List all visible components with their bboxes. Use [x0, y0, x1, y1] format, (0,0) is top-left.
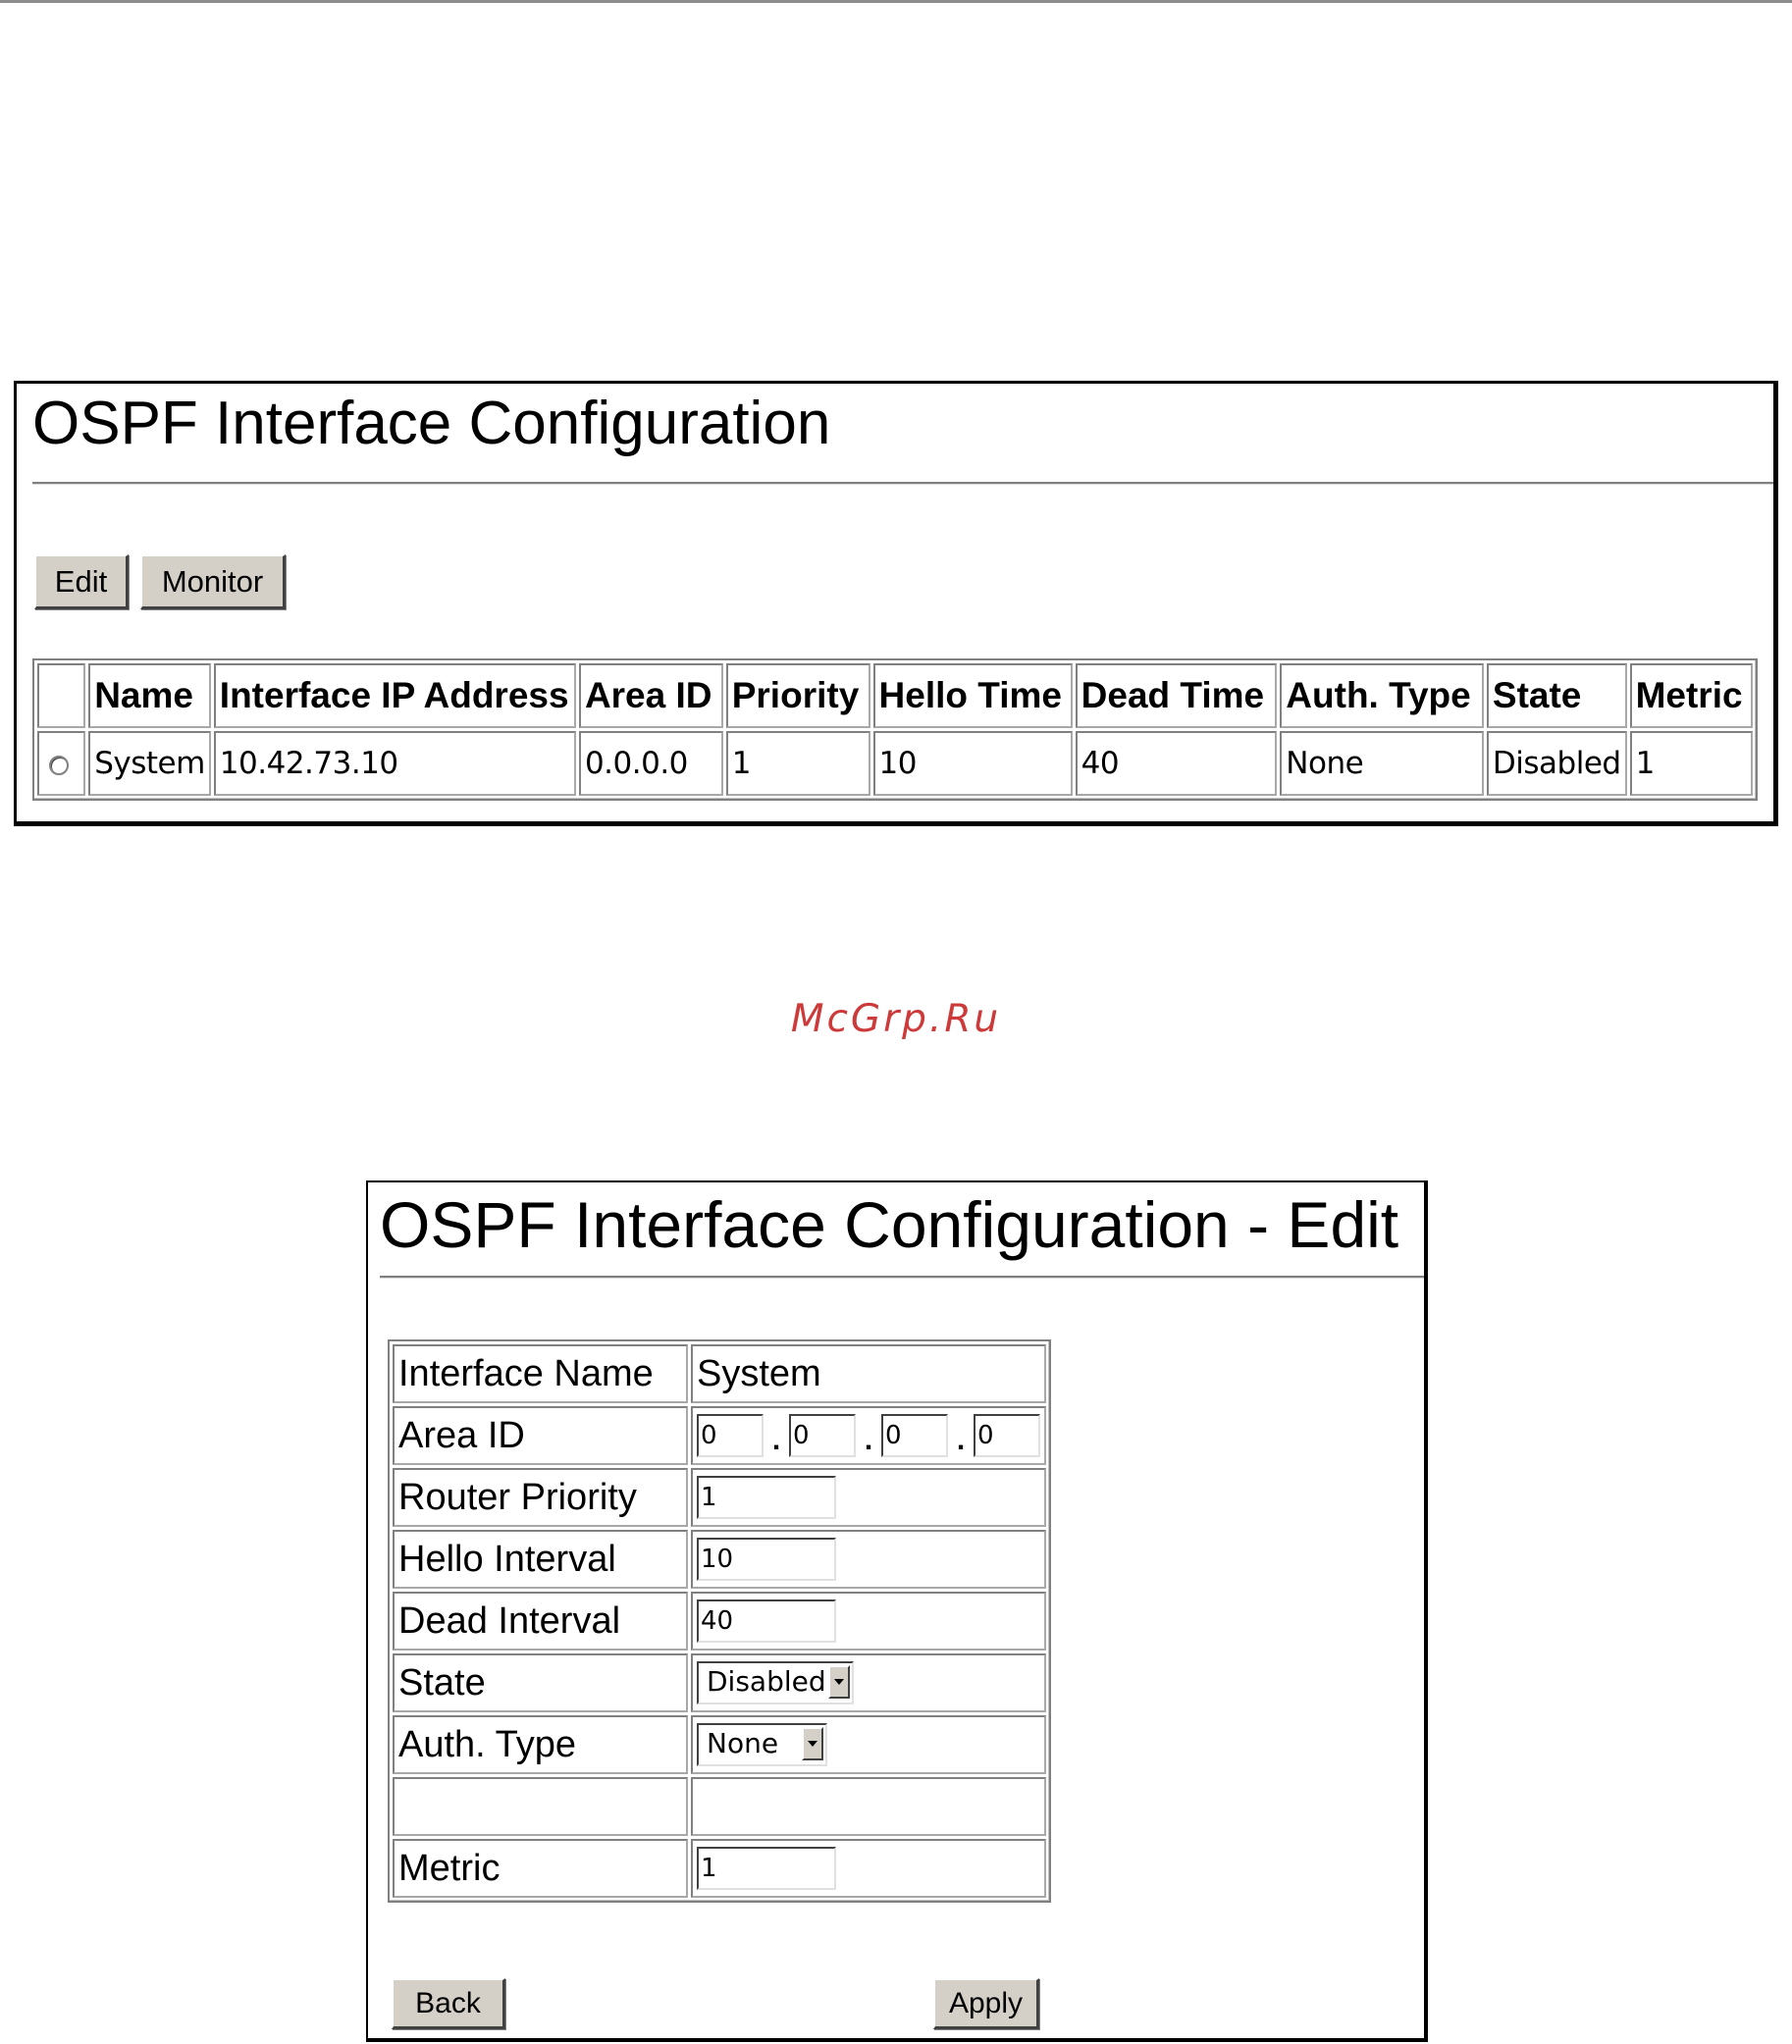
edit-button[interactable]: Edit: [34, 554, 129, 609]
cell-dead-time: 40: [1076, 731, 1278, 796]
cell-area-id: 0.0.0.0: [579, 731, 723, 796]
cell-auth-type: None: [1280, 731, 1484, 796]
value-dead-interval: [691, 1592, 1046, 1651]
back-button[interactable]: Back: [392, 1978, 505, 2029]
value-metric: [691, 1839, 1046, 1898]
row-select-cell[interactable]: [37, 731, 85, 796]
cell-priority: 1: [726, 731, 870, 796]
cell-ip: 10.42.73.10: [214, 731, 576, 796]
label-state: State: [393, 1653, 688, 1712]
title-divider: [32, 482, 1773, 485]
state-select-value: Disabled: [707, 1665, 826, 1699]
page-top-rule: [0, 0, 1792, 3]
form-row-interface-name: [393, 1344, 1046, 1403]
label-area-id: Area ID: [393, 1406, 688, 1465]
label-router-priority: Router Priority: [393, 1468, 688, 1527]
area-id-separator: .: [864, 1424, 873, 1457]
cell-name: System: [88, 731, 211, 796]
form-row-dead-interval: [393, 1592, 1046, 1651]
label-interface-name: Interface Name: [393, 1344, 688, 1403]
value-empty: [691, 1777, 1046, 1836]
column-header-hello-time: Hello Time: [873, 663, 1073, 728]
cell-hello-time: 10: [873, 731, 1073, 796]
column-header-area-id: Area ID: [579, 663, 723, 728]
area-id-separator: .: [956, 1424, 966, 1457]
router-priority-input[interactable]: [697, 1476, 836, 1519]
ospf-interface-edit-panel: [366, 1180, 1428, 2042]
chevron-down-icon[interactable]: [802, 1727, 823, 1760]
value-hello-interval: [691, 1530, 1046, 1589]
label-dead-interval: Dead Interval: [393, 1592, 688, 1651]
apply-button[interactable]: Apply: [933, 1978, 1039, 2029]
interface-table: [32, 658, 1758, 801]
value-area-id: [691, 1406, 1046, 1465]
column-header-name: Name: [88, 663, 211, 728]
column-header-priority: Priority: [726, 663, 870, 728]
table-header-row: [37, 663, 1753, 728]
auth-type-select-value: None: [707, 1727, 779, 1760]
column-header-state: State: [1487, 663, 1627, 728]
chevron-down-icon[interactable]: [828, 1665, 850, 1699]
edit-page-title: OSPF Interface Configuration - Edit: [380, 1188, 1399, 1261]
label-hello-interval: Hello Interval: [393, 1530, 688, 1589]
value-router-priority: [691, 1468, 1046, 1527]
state-select[interactable]: [697, 1661, 854, 1704]
column-header-metric: Metric: [1630, 663, 1753, 728]
area-id-octet-1-input[interactable]: [697, 1414, 764, 1457]
dead-interval-input[interactable]: [697, 1599, 836, 1643]
form-row-hello-interval: [393, 1530, 1046, 1589]
label-auth-type: Auth. Type: [393, 1715, 688, 1774]
table-row[interactable]: [37, 731, 1753, 796]
hello-interval-input[interactable]: [697, 1538, 836, 1581]
form-row-area-id: [393, 1406, 1046, 1465]
auth-type-select[interactable]: [697, 1723, 827, 1766]
area-id-octet-4-input[interactable]: [974, 1414, 1040, 1457]
form-row-auth-type: [393, 1715, 1046, 1774]
metric-input[interactable]: [697, 1847, 836, 1890]
value-interface-name: System: [691, 1344, 1046, 1403]
page-title: OSPF Interface Configuration: [32, 390, 831, 457]
area-id-separator: .: [771, 1424, 781, 1457]
monitor-button[interactable]: Monitor: [140, 554, 286, 609]
edit-title-divider: [380, 1276, 1424, 1279]
value-state: [691, 1653, 1046, 1712]
watermark-text: McGrp.Ru: [790, 997, 1002, 1041]
row-radio-button[interactable]: [49, 756, 69, 775]
value-auth-type: [691, 1715, 1046, 1774]
label-metric: Metric: [393, 1839, 688, 1898]
column-header-auth-type: Auth. Type: [1280, 663, 1484, 728]
area-id-octet-3-input[interactable]: [881, 1414, 948, 1457]
form-row-router-priority: [393, 1468, 1046, 1527]
column-header-dead-time: Dead Time: [1076, 663, 1278, 728]
form-row-state: [393, 1653, 1046, 1712]
column-header-select: [37, 663, 85, 728]
cell-metric: 1: [1630, 731, 1753, 796]
form-row-metric: [393, 1839, 1046, 1898]
ospf-interface-panel: [14, 381, 1778, 826]
area-id-octet-2-input[interactable]: [789, 1414, 856, 1457]
label-empty: [393, 1777, 688, 1836]
edit-form-table: [388, 1339, 1051, 1903]
form-row-empty: [393, 1777, 1046, 1836]
cell-state: Disabled: [1487, 731, 1627, 796]
column-header-ip: Interface IP Address: [214, 663, 576, 728]
